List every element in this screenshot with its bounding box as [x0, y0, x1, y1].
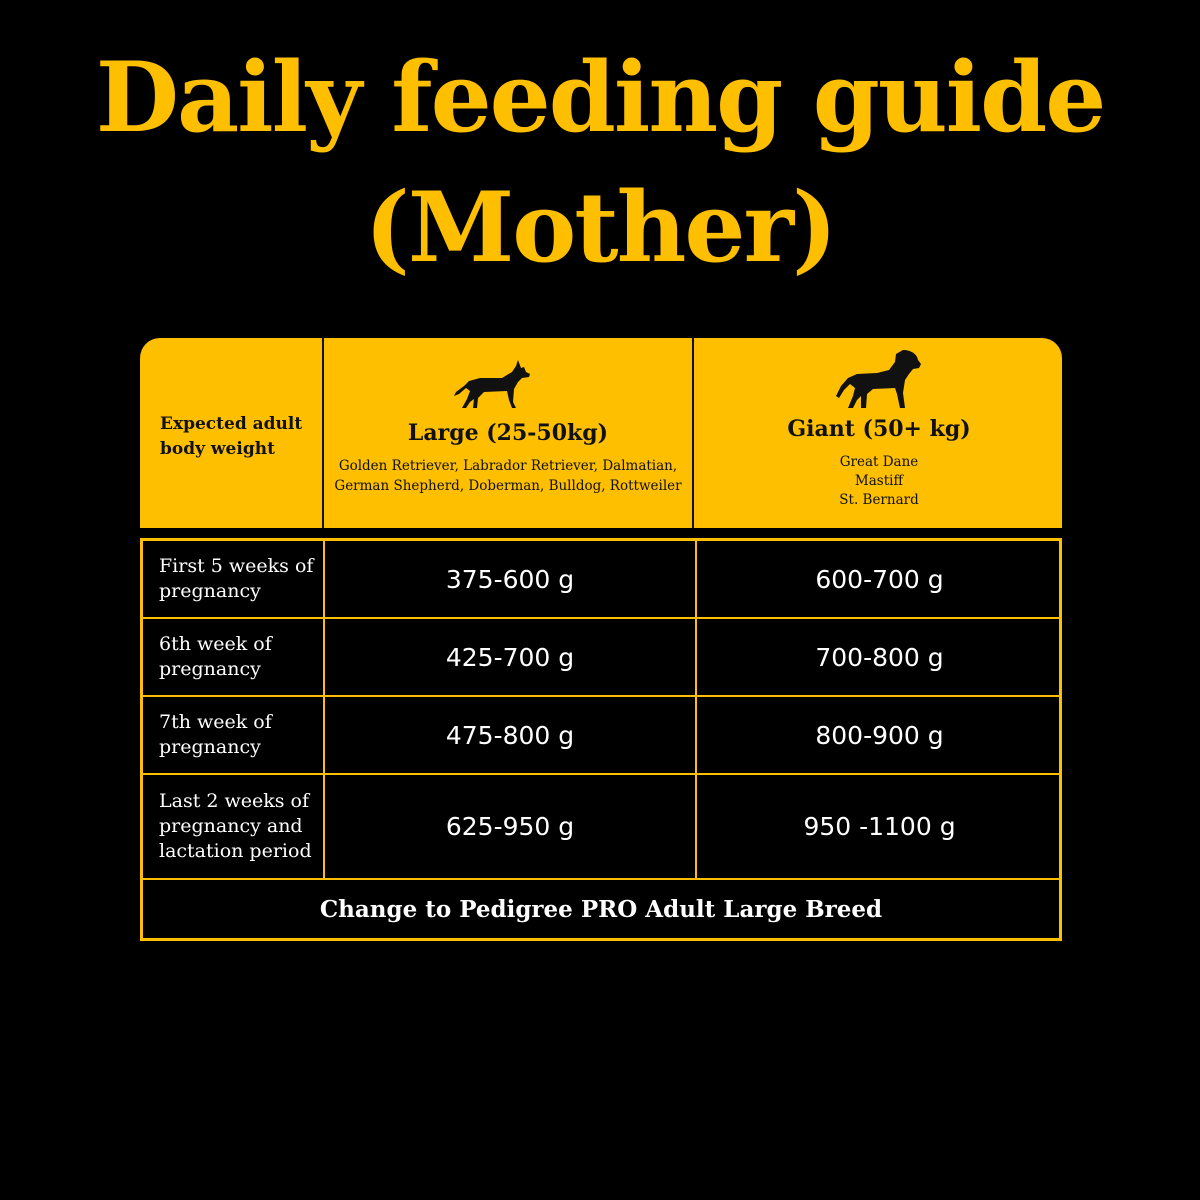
table-footer-note: Change to Pedigree PRO Adult Large Breed — [319, 895, 883, 923]
giant-amount: 700-800 g — [695, 619, 1062, 695]
row-label-cell — [143, 619, 323, 695]
row-label: 6th week of pregnancy — [159, 633, 272, 680]
page-title-line-2: (Mother) — [364, 171, 836, 284]
row-label: 7th week of pregnancy — [159, 711, 272, 758]
large-breeds-list: Golden Retriever, Labrador Retriever, Dalmatian, German Shepherd, Doberman, Bulldog, Rottweiler — [334, 458, 682, 494]
header-large-column — [322, 338, 692, 528]
table-row — [143, 541, 1059, 619]
header-giant-column — [692, 338, 1064, 528]
giant-size-title: Giant (50+ kg) — [787, 416, 971, 442]
table-row — [143, 619, 1059, 697]
giant-breed-great-dane: Great Dane — [839, 454, 919, 470]
table-body — [140, 538, 1062, 941]
large-amount: 475-800 g — [323, 697, 695, 773]
row-label-cell — [143, 775, 323, 878]
giant-amount: 800-900 g — [695, 697, 1062, 773]
large-size-title: Large (25-50kg) — [407, 420, 609, 446]
giant-breed-st-bernard: St. Bernard — [839, 492, 919, 508]
giant-amount: 950 -1100 g — [695, 775, 1062, 878]
header-label-column — [140, 338, 320, 528]
large-dog-silhouette-icon — [452, 358, 532, 410]
table-row — [143, 697, 1059, 775]
table-header — [140, 338, 1062, 528]
row-label-cell — [143, 541, 323, 617]
row-label-cell — [143, 697, 323, 773]
row-label: Last 2 weeks of pregnancy and lactation period — [159, 790, 312, 862]
large-amount: 425-700 g — [323, 619, 695, 695]
large-amount: 375-600 g — [323, 541, 695, 617]
table-row — [143, 775, 1059, 880]
feeding-table — [140, 338, 1062, 941]
expected-weight-label: Expected adult body weight — [160, 414, 303, 459]
giant-breed-mastiff: Mastiff — [854, 473, 904, 489]
large-amount: 625-950 g — [323, 775, 695, 878]
row-label: First 5 weeks of pregnancy — [159, 555, 314, 602]
giant-amount: 600-700 g — [695, 541, 1062, 617]
page-title-line-1: Daily feeding guide — [95, 41, 1105, 154]
giant-dog-silhouette-icon — [833, 348, 923, 412]
